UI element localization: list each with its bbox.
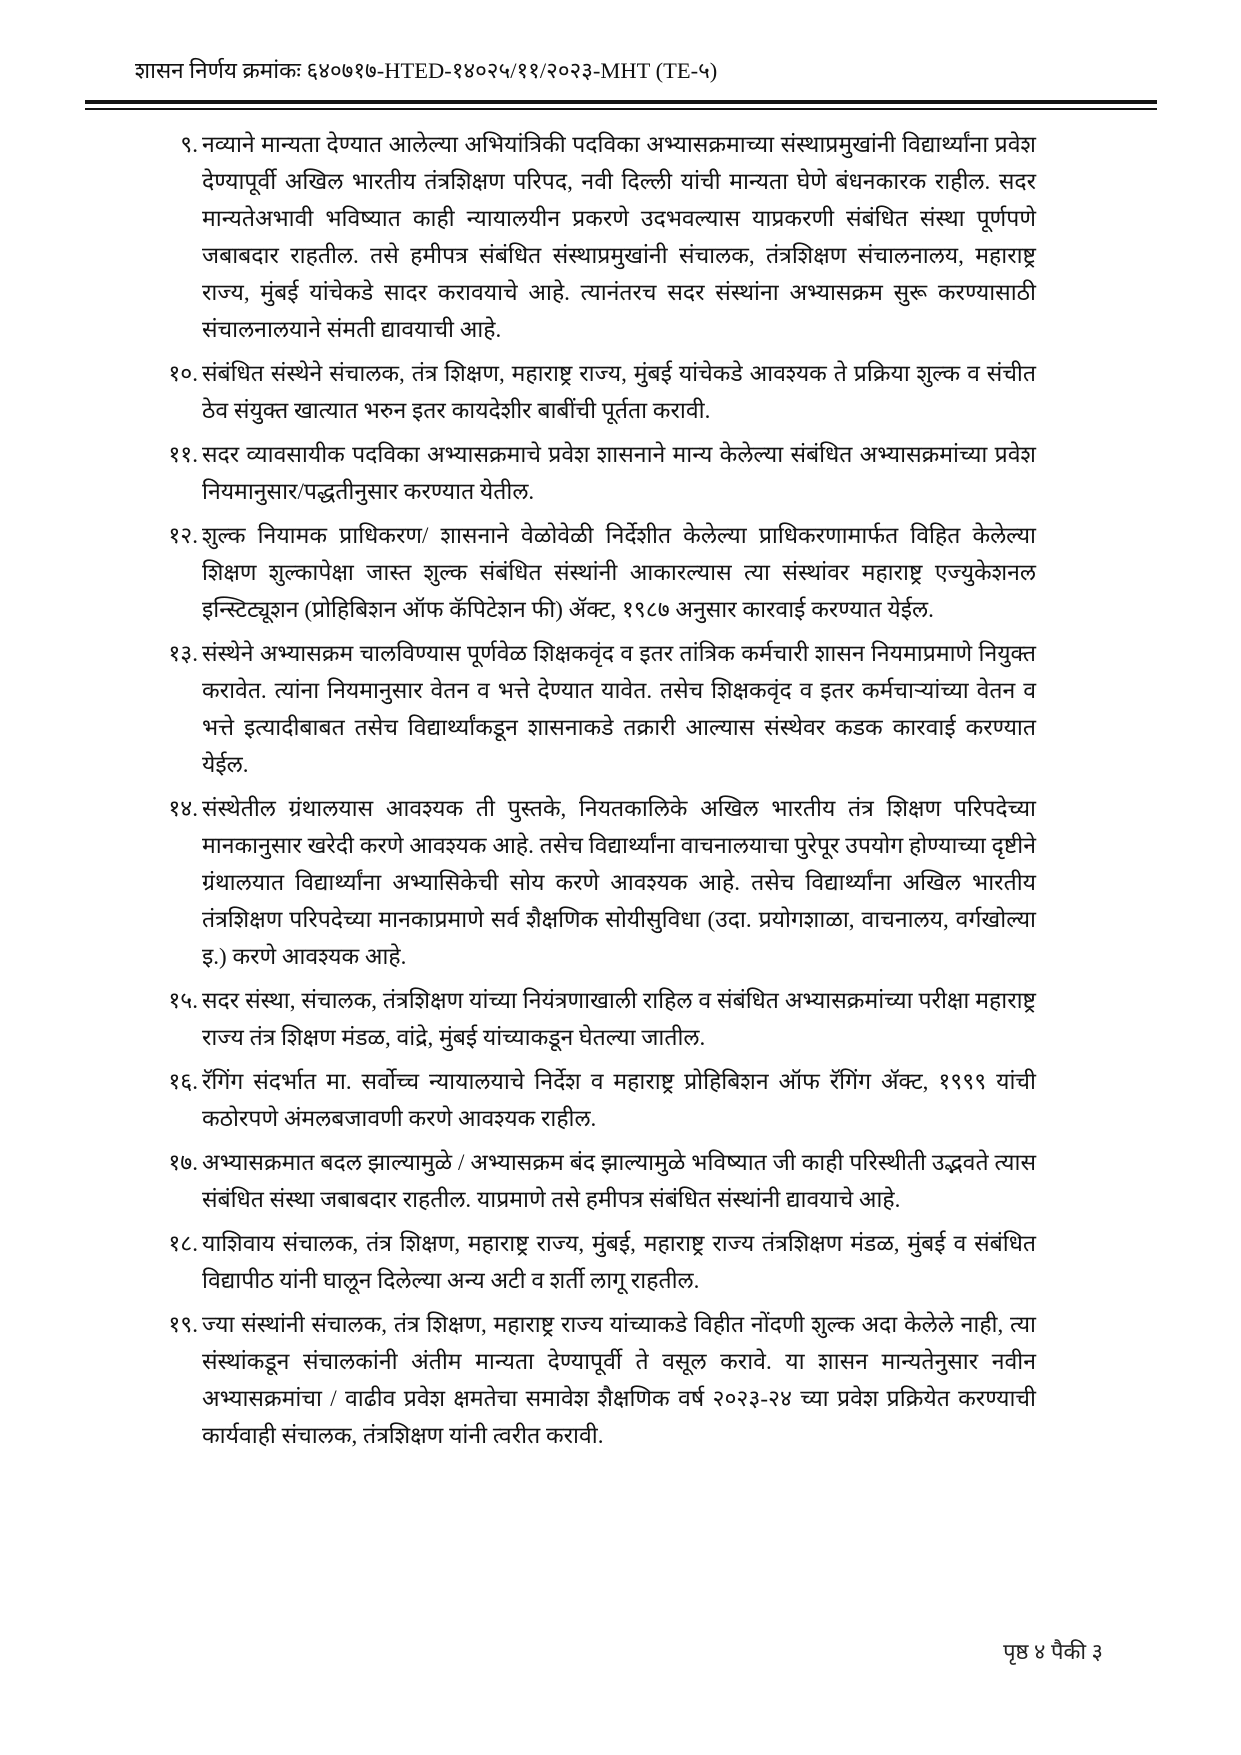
clause-text: सदर व्यावसायीक पदविका अभ्यासक्रमाचे प्रवेश शासनाने मान्य केलेल्या संबंधित अभ्यासक्रमांच्या प्रवेश नियमानुसार/पद्धतीनुसार करण्यात येतील. xyxy=(202,442,1036,504)
list-item xyxy=(158,1306,1036,1454)
list-item xyxy=(158,436,1036,510)
clause-text: सदर संस्था, संचालक, तंत्रशिक्षण यांच्या नियंत्रणाखाली राहिल व संबंधित अभ्यासक्रमांच्या परीक्षा महाराष्ट्र राज्य तंत्र शिक्षण मंडळ, वांद्रे, मुंबई यांच्याकडून घेतल्या जातील. xyxy=(202,988,1036,1050)
clause-text: नव्याने मान्यता देण्यात आलेल्या अभियांत्रिकी पदविका अभ्यासक्रमाच्या संस्थाप्रमुखांनी विद्यार्थ्यांना प्रवेश देण्यापूर्वी अखिल भारतीय तंत्रशिक्षण परिपद, नवी दिल्ली यांची मान्यता घेणे बंधनकारक राहील. सदर मान्यतेअभावी भविष्यात काही न्यायालयीन प्रकरणे उदभवल्यास याप्रकरणी संबंधित संस्था पूर्णपणे जबाबदार राहतील. तसे हमीपत्र संबंधित संस्थाप्रमुखांनी संचालक, तंत्रशिक्षण संचालनालय, महाराष्ट्र राज्य, मुंबई यांचेकडे सादर करावयाचे आहे. त्यानंतरच सदर संस्थांना अभ्यासक्रम सुरू करण्यासाठी संचालनालयाने संमती द्यावयाची आहे. xyxy=(202,132,1036,342)
clause-number: १२. xyxy=(168,523,198,548)
clause-number: १८. xyxy=(168,1231,198,1256)
clause-number: १५. xyxy=(168,988,198,1013)
list-item xyxy=(158,517,1036,628)
clause-text: संस्थेने अभ्यासक्रम चालविण्यास पूर्णवेळ शिक्षकवृंद व इतर तांत्रिक कर्मचारी शासन नियमाप्रमाणे नियुक्त करावेत. त्यांना नियमानुसार वेतन व भत्ते देण्यात यावेत. तसेच शिक्षकवृंद व इतर कर्मचाऱ्यांच्या वेतन व भत्ते इत्यादीबाबत तसेच विद्यार्थ्यांकडून शासनाकडे तक्रारी आल्यास संस्थेवर कडक कारवाई करण्यात येईल. xyxy=(202,641,1036,777)
list-item xyxy=(158,355,1036,429)
clause-number: १९. xyxy=(168,1312,198,1337)
clause-number: १०. xyxy=(168,361,198,386)
list-item xyxy=(158,635,1036,783)
gr-reference-number: शासन निर्णय क्रमांकः ६४०७१७-HTED-१४०२५/११/२०२३-MHT (TE-५) xyxy=(135,58,718,83)
clause-number: १६. xyxy=(168,1069,198,1094)
clause-text: याशिवाय संचालक, तंत्र शिक्षण, महाराष्ट्र राज्य, मुंबई, महाराष्ट्र राज्य तंत्रशिक्षण मंडळ, मुंबई व संबंधित विद्यापीठ यांनी घालून दिलेल्या अन्य अटी व शर्ती लागू राहतील. xyxy=(202,1231,1036,1293)
clause-text: ज्या संस्थांनी संचालक, तंत्र शिक्षण, महाराष्ट्र राज्य यांच्याकडे विहीत नोंदणी शुल्क अदा केलेले नाही, त्या संस्थांकडून संचालकांनी अंतीम मान्यता देण्यापूर्वी ते वसूल करावे. या शासन मान्यतेनुसार नवीन अभ्यासक्रमांचा / वाढीव प्रवेश क्षमतेचा समावेश शैक्षणिक वर्ष २०२३-२४ च्या प्रवेश प्रक्रियेत करण्याची कार्यवाही संचालक, तंत्रशिक्षण यांनी त्वरीत करावी. xyxy=(202,1312,1036,1448)
clause-number: १७. xyxy=(168,1150,198,1175)
list-item xyxy=(158,1063,1036,1137)
clause-number: ११. xyxy=(168,442,198,467)
page-number-indicator: पृष्ठ ४ पैकी ३ xyxy=(1003,1639,1103,1664)
list-item xyxy=(158,982,1036,1056)
clause-text: रॅगिंग संदर्भात मा. सर्वोच्च न्यायालयाचे निर्देश व महाराष्ट्र प्रोहिबिशन ऑफ रॅगिंग ॲक्ट, १९९९ यांची कठोरपणे अंमलबजावणी करणे आवश्यक राहील. xyxy=(202,1069,1036,1131)
list-item xyxy=(158,790,1036,975)
clause-text: शुल्क नियामक प्राधिकरण/ शासनाने वेळोवेळी निर्देशीत केलेल्या प्राधिकरणामार्फत विहित केलेल्या शिक्षण शुल्कापेक्षा जास्त शुल्क संबंधित संस्थांनी आकारल्यास त्या संस्थांवर महाराष्ट्र एज्युकेशनल इन्स्टिट्यूशन (प्रोहिबिशन ऑफ कॅपिटेशन फी) ॲक्ट, १९८७ अनुसार कारवाई करण्यात येईल. xyxy=(202,523,1036,622)
gr-clauses-list xyxy=(158,126,1036,1461)
clause-text: संस्थेतील ग्रंथालयास आवश्यक ती पुस्तके, नियतकालिके अखिल भारतीय तंत्र शिक्षण परिपदेच्या मानकानुसार खरेदी करणे आवश्यक आहे. तसेच विद्यार्थ्यांना वाचनालयाचा पुरेपूर उपयोग होण्याच्या दृष्टीने ग्रंथालयात विद्यार्थ्यांना अभ्यासिकेची सोय करणे आवश्यक आहे. तसेच विद्यार्थ्यांना अखिल भारतीय तंत्रशिक्षण परिपदेच्या मानकाप्रमाणे सर्व शैक्षणिक सोयीसुविधा (उदा. प्रयोगशाळा, वाचनालय, वर्गखोल्या इ.) करणे आवश्यक आहे. xyxy=(202,796,1036,969)
list-item xyxy=(158,1144,1036,1218)
header-divider-rule xyxy=(85,100,1157,110)
clause-text: अभ्यासक्रमात बदल झाल्यामुळे / अभ्यासक्रम बंद झाल्यामुळे भविष्यात जी काही परिस्थीती उद्भवते त्यास संबंधित संस्था जबाबदार राहतील. याप्रमाणे तसे हमीपत्र संबंधित संस्थांनी द्यावयाचे आहे. xyxy=(202,1150,1036,1212)
list-item xyxy=(158,126,1036,348)
list-item xyxy=(158,1225,1036,1299)
clause-text: संबंधित संस्थेने संचालक, तंत्र शिक्षण, महाराष्ट्र राज्य, मुंबई यांचेकडे आवश्यक ते प्रक्रिया शुल्क व संचीत ठेव संयुक्त खात्यात भरुन इतर कायदेशीर बाबींची पूर्तता करावी. xyxy=(202,361,1036,423)
clause-number: १४. xyxy=(168,796,198,821)
clause-number: १३. xyxy=(168,641,198,666)
clause-number: ९. xyxy=(180,132,198,157)
